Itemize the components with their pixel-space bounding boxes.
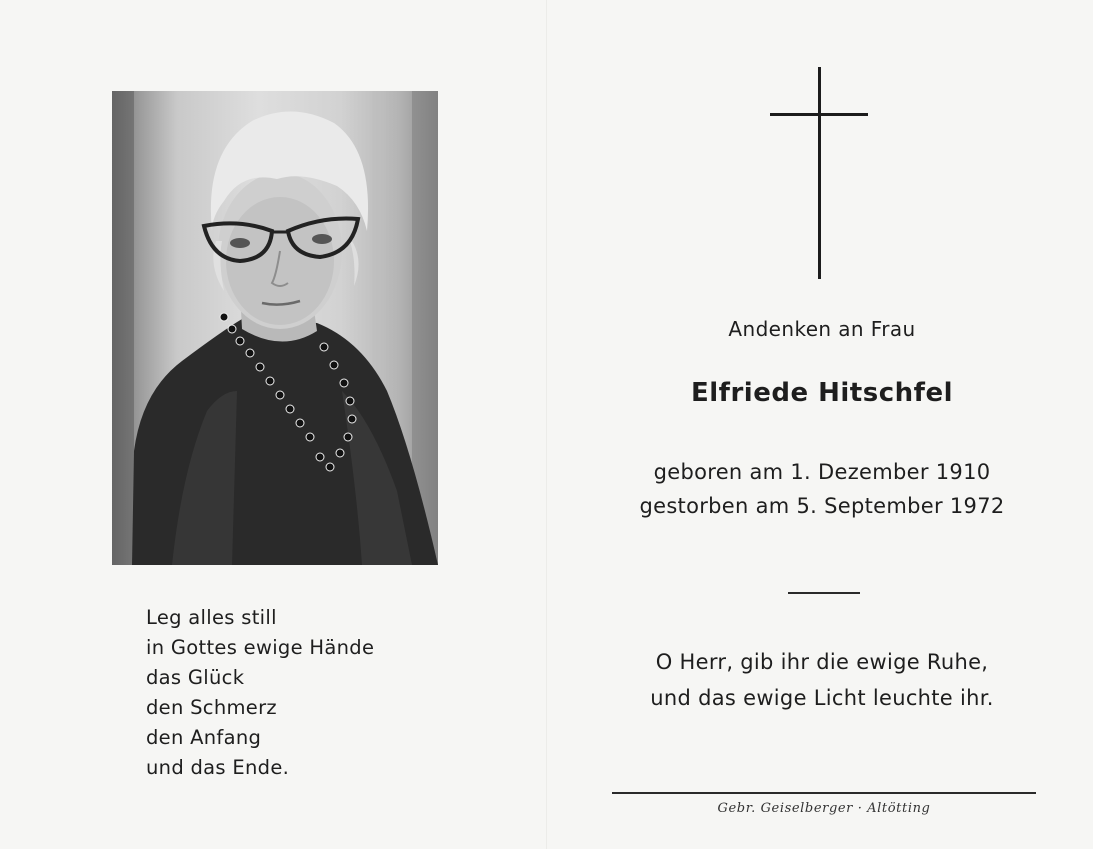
prayer-line: O Herr, gib ihr die ewige Ruhe, [655,650,989,674]
poem-line: Leg alles still [146,606,277,629]
poem-line: das Glück [146,666,245,689]
prayer-line: und das ewige Licht leuchte ihr. [650,686,994,710]
death-date: gestorben am 5. September 1972 [639,494,1005,518]
deceased-name: Elfriede Hitschfel [690,378,953,408]
divider [788,592,860,594]
poem-line: den Anfang [146,726,262,749]
footer-rule [612,792,1036,794]
printer-credit: Gebr. Geiselberger · Altötting [717,801,931,816]
cross-icon-bar [770,113,868,116]
memorial-intro: Andenken an Frau [728,317,916,341]
portrait-illustration [112,91,438,565]
poem-line: den Schmerz [146,696,277,719]
poem-line: in Gottes ewige Hände [146,636,375,659]
card-fold-line [546,0,547,849]
poem [146,603,446,783]
portrait-photo [112,91,438,565]
poem-line: und das Ende. [146,756,290,779]
cross-icon [818,67,821,279]
birth-date: geboren am 1. Dezember 1910 [653,460,991,484]
